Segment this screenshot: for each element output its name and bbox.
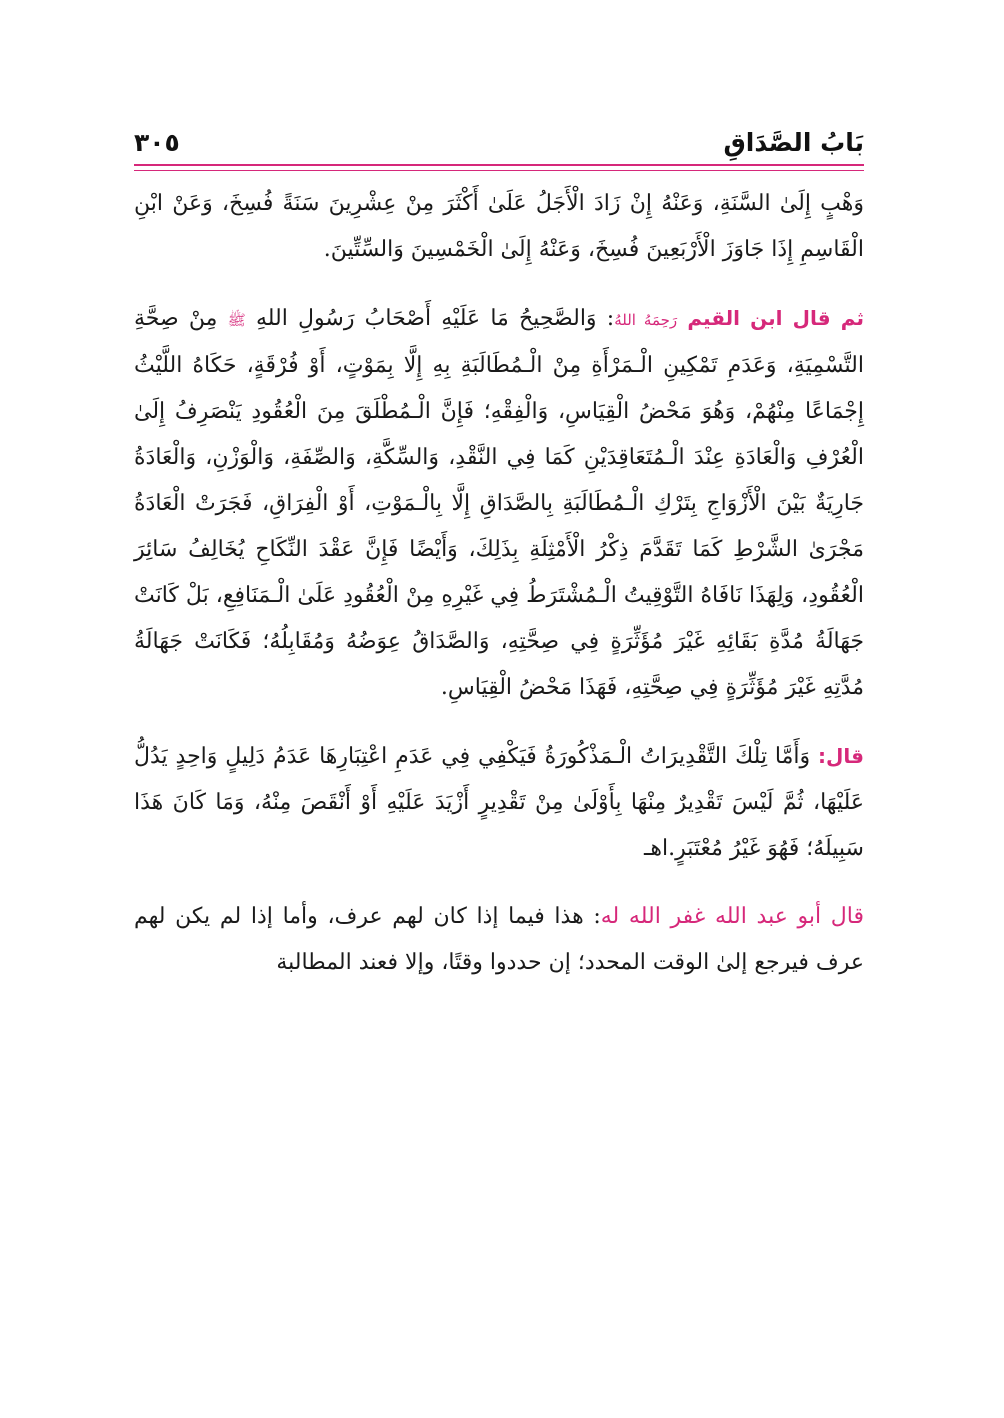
page [134, 120, 864, 986]
paragraph-3-lead: قال: [818, 744, 864, 768]
paragraph-4-text: : هذا فيما إذا كان لهم عرف، وأما إذا لم يكن لهم عرف فيرجع إلىٰ الوقت المحدد؛ إن حددوا وقتًا، وإلا فعند المطالبة [134, 904, 864, 975]
honorific-mark: رَحِمَهُ اللهُ [614, 311, 678, 329]
paragraph-2-text-a: : وَالصَّحِيحُ مَا عَلَيْهِ أَصْحَابُ رَسُولِ اللهِ [255, 306, 615, 331]
paragraph-2-lead: ثم قال ابن القيم [687, 306, 864, 330]
paragraph-4 [134, 894, 864, 986]
running-header [134, 120, 864, 160]
header-rule-top [134, 164, 864, 166]
paragraph-2-text-b: مِنْ صِحَّةِ التَّسْمِيَةِ، وَعَدَمِ تَمْكِينِ الْـمَرْأَةِ مِنْ الْـمُطَالَبَةِ بِهِ إِلَّا بِمَوْتٍ، أَوْ فُرْقَةٍ، حَكَاهُ اللَّيْثُ إِجْمَاعًا مِنْهُمْ، وَهُوَ مَحْضُ الْقِيَاسِ، وَالْفِقْهِ؛ فَإِنَّ الْـمُطْلَقَ مِنَ الْعُقُودِ يَنْصَرِفُ إِلَىٰ الْعُرْفِ وَالْعَادَةِ عِنْدَ الْـمُتَعَاقِدَيْنِ كَمَا فِي النَّقْدِ، وَالسِّكَّةِ، وَالصِّفَةِ، وَالْوَزْنِ، وَالْعَادَةُ جَارِيَةٌ بَيْنَ الْأَزْوَاجِ بِتَرْكِ الْـمُطَالَبَةِ بِالصَّدَاقِ إِلَّا بِالْـمَوْتِ، أَوْ الْفِرَاقِ، فَجَرَتْ الْعَادَةُ مَجْرَىٰ الشَّرْطِ كَمَا تَقَدَّمَ ذِكْرُ الْأَمْثِلَةِ بِذَلِكَ، وَأَيْضًا فَإِنَّ عَقْدَ النِّكَاحِ يُخَالِفُ سَائِرَ الْعُقُودِ، وَلِهَذَا نَافَاهُ التَّوْقِيتُ الْـمُشْتَرَطُ فِي غَيْرِهِ مِنْ الْعُقُودِ عَلَىٰ الْـمَنَافِعِ، بَلْ كَانَتْ جَهَالَةُ مُدَّةِ بَقَائِهِ غَيْرَ مُؤَثِّرَةٍ فِي صِحَّتِهِ، وَالصَّدَاقُ عِوَضُهُ وَمُقَابِلُهُ؛ فَكَانَتْ جَهَالَةُ مُدَّتِهِ غَيْرَ مُؤَثِّرَةٍ فِي صِحَّتِهِ، فَهَذَا مَحْضُ الْقِيَاسِ. [134, 306, 864, 700]
paragraph-4-lead: قال أبو عبد الله غفر الله له [600, 904, 864, 929]
paragraph-1 [134, 181, 864, 273]
paragraph-2 [134, 295, 864, 711]
chapter-title: بَابُ الصَّدَاقِ [723, 128, 864, 157]
paragraph-3 [134, 733, 864, 872]
paragraph-1-text: وَهْبٍ إِلَىٰ السَّنَةِ، وَعَنْهُ إِنْ زَادَ الْأَجَلُ عَلَىٰ أَكْثَرَ مِنْ عِشْرِينَ سَنَةً فُسِخَ، وَعَنْ ابْنِ الْقَاسِمِ إِذَا جَاوَزَ الْأَرْبَعِينَ فُسِخَ، وَعَنْهُ إِلَىٰ الْخَمْسِينَ وَالسِّتِّينَ. [134, 191, 864, 262]
salutation-mark: ﷺ [227, 311, 246, 329]
page-number: ٣٠٥ [134, 128, 180, 157]
header-rule-bottom [134, 170, 864, 171]
paragraph-3-text: وَأَمَّا تِلْكَ التَّقْدِيرَاتُ الْـمَذْكُورَةُ فَيَكْفِي فِي عَدَمِ اعْتِبَارِهَا عَدَمُ دَلِيلٍ وَاحِدٍ يَدُلُّ عَلَيْهَا، ثُمَّ لَيْسَ تَقْدِيرٌ مِنْهَا بِأَوْلَىٰ مِنْ تَقْدِيرٍ أَزْيَدَ عَلَيْهِ أَوْ أَنْقَصَ مِنْهُ، وَمَا كَانَ هَذَا سَبِيلَهُ؛ فَهُوَ غَيْرُ مُعْتَبَرٍ.اهـ [134, 744, 864, 861]
